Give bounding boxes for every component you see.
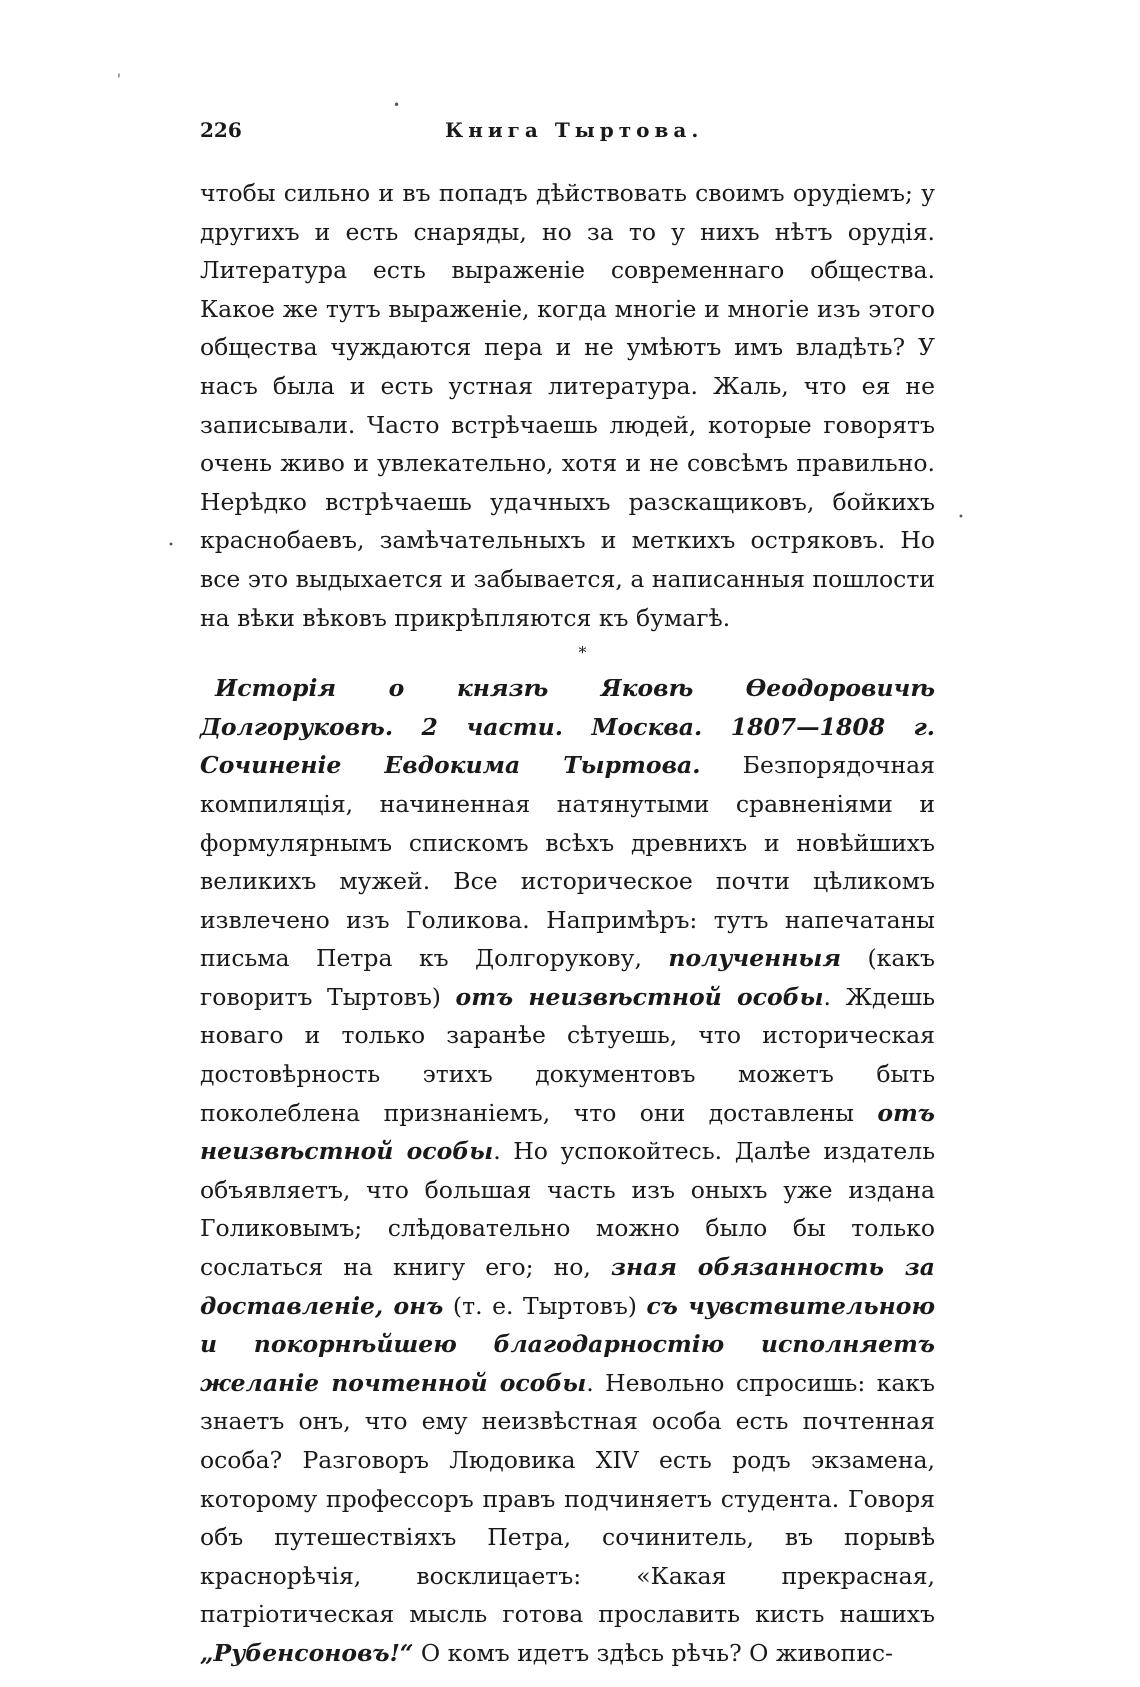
text-run: О комъ идетъ здѣсь рѣчь? О живопис- xyxy=(413,1638,893,1667)
running-title: Книга Тыртова. xyxy=(445,118,704,142)
scan-dot: • xyxy=(393,98,401,112)
text-run: Безпорядочная компиляція, начиненная натянутыми сравненіями и формулярнымъ спискомъ всѣхъ древнихъ и новѣйшихъ великихъ мужей. Все историческое почти цѣликомъ извлечено изъ Голикова. Напримѣръ: тутъ напечатаны письма Петра къ Долгорукову, xyxy=(200,751,935,973)
book-citation: Исторія о князѣ Яковѣ Ѳеодоровичѣ Долгоруковѣ. 2 части. Москва. 1807—1808 г. Сочиненіе Евдокима Тыртова. xyxy=(200,674,935,780)
scan-dot: • xyxy=(958,512,964,523)
text-run: . Ждешь новаго и только заранѣе сѣтуешь, что историческая достовѣрность этихъ документовъ можетъ быть поколеблена признаніемъ, что они доставлены xyxy=(200,982,935,1127)
text-run: . Но успокойтесь. Далѣе издатель объявляетъ, что большая часть изъ оныхъ уже издана Голиковымъ; слѣдовательно можно было бы только сослаться на книгу его; но, xyxy=(200,1137,935,1282)
text-run: . Невольно спросишь: какъ знаетъ онъ, что ему неизвѣстная особа есть почтенная особа? Разговоръ Людовика XIV есть родъ экзамена, которому профессоръ правъ подчиняетъ студента. Говоря объ путешествіяхъ Петра, сочинитель, въ порывѣ краснорѣчія, восклицаетъ: «Какая прекрасная, патріотическая мысль готова прославить кисть нашихъ xyxy=(200,1368,935,1629)
emphasis: отъ неизвѣстной особы xyxy=(455,982,824,1011)
emphasis: зная обязанность за доставленіе, онъ xyxy=(200,1253,935,1320)
emphasis: „Рубенсоновъ!“ xyxy=(200,1638,414,1667)
paragraph: чтобы сильно и въ попадъ дѣйствовать своимъ орудіемъ; у другихъ и есть снаряды, но за то у нихъ нѣтъ орудія. Литература есть выраженіе современнаго общества. Какое же тутъ выраженіе, когда многіе и многіе изъ этого общества чуждаются пера и не умѣютъ имъ владѣть? У насъ была и есть устная литература. Жаль, что ея не записывали. Часто встрѣчаешь людей, которые говорятъ очень живо и увлекательно, хотя и не совсѣмъ правильно. Нерѣдко встрѣчаешь удачныхъ разскащиковъ, бойкихъ краснобаевъ, замѣчательныхъ и меткихъ остряковъ. Но все это выдыхается и забывается, а написанныя пошлости на вѣки вѣковъ прикрѣпляются къ бумагѣ. xyxy=(200,179,935,632)
page-number: 226 xyxy=(200,118,242,142)
emphasis: съ чувствительною и покорнѣйшею благодарностію исполняетъ желаніе почтенной особы xyxy=(200,1291,935,1397)
section-separator: * xyxy=(578,643,587,663)
scan-dot: • xyxy=(168,540,174,551)
emphasis: полученныя xyxy=(668,944,842,973)
book-page xyxy=(200,118,935,1673)
text-run: (какъ говоритъ Тыртовъ) xyxy=(200,944,935,1011)
text-run: (т. е. Тыртовъ) xyxy=(443,1291,647,1320)
page-header xyxy=(200,118,935,148)
emphasis: отъ неизвѣстной особы xyxy=(200,1098,935,1166)
paragraph xyxy=(200,669,935,1672)
scan-mark: ' xyxy=(117,72,121,88)
